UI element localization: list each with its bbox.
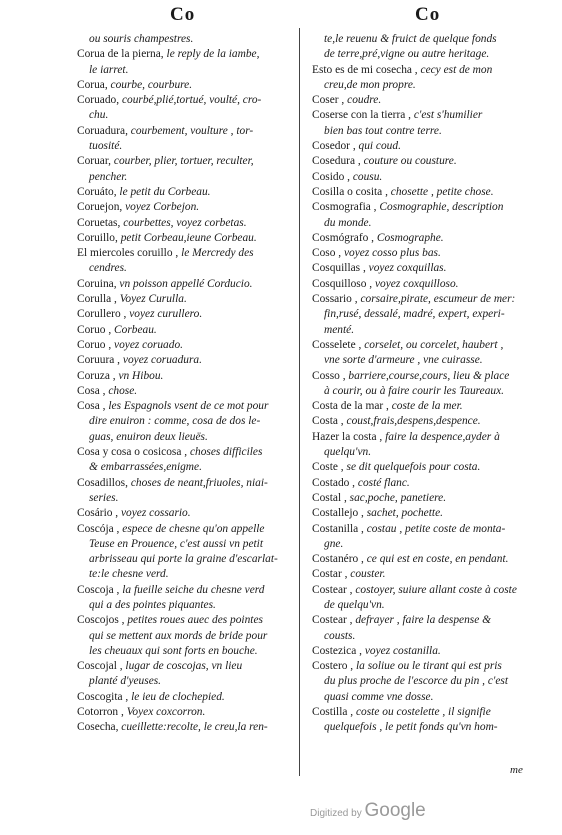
- entry-line: [77, 124, 305, 139]
- definition: menté.: [324, 323, 355, 336]
- definition: qui a des pointes piquantes.: [89, 598, 216, 611]
- entry-line: [312, 445, 544, 460]
- definition: vn Hibou.: [118, 369, 164, 382]
- entry-line: [77, 567, 305, 582]
- entry-line: [77, 384, 305, 399]
- definition: qui coud.: [358, 140, 401, 153]
- definition: cecy est de mon: [420, 63, 493, 76]
- definition: voyez coruado.: [114, 338, 183, 351]
- entry-line: [312, 690, 544, 705]
- definition: coste de la mer.: [391, 400, 463, 413]
- entry-line: [77, 369, 305, 384]
- definition: coste ou costelette , il signifie: [356, 706, 491, 719]
- definition: à courir, ou à faire courir les Taureaux.: [324, 384, 505, 397]
- definition: courbement, voulture , tor-: [130, 124, 254, 137]
- entry-line: [77, 476, 305, 491]
- entry-line: [312, 522, 544, 537]
- headword: Corullero ,: [77, 308, 127, 321]
- entry-line: [77, 216, 305, 231]
- headword: Cosa y cosa o cosicosa ,: [77, 446, 188, 459]
- entry-line: [312, 124, 544, 139]
- headword: Corua,: [77, 78, 108, 91]
- headword: Coruo ,: [77, 323, 112, 336]
- definition: cousts.: [324, 629, 356, 642]
- entry-line: [312, 369, 544, 384]
- entry-line: [77, 552, 305, 567]
- headword: Coruo ,: [77, 338, 112, 351]
- definition: voyez costanilla.: [364, 644, 441, 657]
- definition: barriere,course,cours, lieu & place: [348, 369, 510, 382]
- entry-line: [77, 399, 305, 414]
- entry-line: [312, 552, 544, 567]
- headword: Coruejon,: [77, 201, 123, 214]
- headword: Coscogita ,: [77, 690, 129, 703]
- entry-line: [312, 384, 544, 399]
- entry-line: [312, 338, 544, 353]
- definition: chose.: [108, 384, 138, 397]
- definition: costau , petite coste de monta-: [366, 522, 506, 535]
- entry-line: [312, 629, 544, 644]
- definition: faire la despence,ayder à: [385, 430, 500, 443]
- definition: courbettes, voyez corbetas.: [123, 216, 247, 229]
- headword: El miercoles coruillo ,: [77, 247, 179, 260]
- entry-line: [77, 323, 305, 338]
- google-logo: Google: [364, 800, 426, 821]
- entry-line: [312, 460, 544, 475]
- definition: le iarret.: [89, 63, 129, 76]
- entry-line: [77, 338, 305, 353]
- headword: Coruza ,: [77, 369, 116, 382]
- entry-line: [77, 506, 305, 521]
- headword: Coruetas,: [77, 216, 121, 229]
- definition: Voyez Curulla.: [119, 293, 187, 306]
- definition: Corbeau.: [114, 323, 157, 336]
- entry-line: [77, 63, 305, 78]
- entry-line: [312, 246, 544, 261]
- definition: corsaire,pirate, escumeur de mer:: [360, 293, 516, 306]
- definition: du plus proche de l'escorce du pin , c'est: [324, 675, 509, 688]
- definition: voyez curullero.: [129, 308, 203, 321]
- headword: Coruado,: [77, 94, 120, 107]
- headword: Costezica ,: [312, 644, 362, 657]
- right-column: [312, 32, 544, 736]
- entry-line: [77, 598, 305, 613]
- definition: c'est s'humilier: [413, 109, 483, 122]
- entry-line: [312, 720, 544, 735]
- catchword: me: [510, 764, 523, 776]
- definition: voyez cosso plus bas.: [343, 247, 441, 260]
- definition: de terre,pré,vigne ou autre heritage.: [324, 48, 490, 61]
- headword: Costanilla ,: [312, 522, 364, 535]
- entry-line: [77, 108, 305, 123]
- definition: la soliue ou le tirant qui est pris: [356, 660, 502, 673]
- entry-line: [312, 323, 544, 338]
- headword: Cosedura ,: [312, 155, 361, 168]
- definition: couture ou cousture.: [363, 155, 457, 168]
- headword: Hazer la costa ,: [312, 430, 383, 443]
- definition: choses difficiles: [189, 446, 263, 459]
- definition: defrayer , faire la despense &: [355, 614, 491, 627]
- entry-line: [77, 307, 305, 322]
- definition: cendres.: [89, 262, 127, 275]
- entry-line: [77, 414, 305, 429]
- entry-line: [77, 613, 305, 628]
- entry-line: [77, 460, 305, 475]
- headword: Cosecha,: [77, 721, 119, 734]
- entry-line: [312, 476, 544, 491]
- entry-line: [312, 154, 544, 169]
- definition: tuosité.: [89, 140, 123, 153]
- definition: courbe, courbure.: [110, 78, 193, 91]
- definition: les cheuaux qui sont forts en bouche.: [89, 644, 258, 657]
- entry-line: [312, 491, 544, 506]
- definition: coudre.: [347, 94, 382, 107]
- headword: Cosido ,: [312, 170, 350, 183]
- entry-line: [312, 399, 544, 414]
- definition: lugar de coscojas, vn lieu: [125, 660, 243, 673]
- headword: Coste ,: [312, 461, 344, 474]
- entry-line: [312, 231, 544, 246]
- definition: chosette , petite chose.: [390, 185, 494, 198]
- definition: & embarrassées,enigme.: [89, 461, 202, 474]
- entry-line: [77, 185, 305, 200]
- definition: cueillette:recolte, le creu,la ren-: [121, 721, 268, 734]
- definition: la fueille seiche du chesne verd: [122, 583, 265, 596]
- entry-line: [77, 491, 305, 506]
- headword: Costa de la mar ,: [312, 400, 389, 413]
- headword: Cosário ,: [77, 507, 119, 520]
- entry-line: [77, 720, 305, 735]
- headword: Coruar,: [77, 155, 112, 168]
- definition: espece de chesne qu'on appelle: [122, 522, 265, 535]
- definition: voyez coruadura.: [122, 354, 202, 367]
- definition: Cosmographie, description: [379, 201, 504, 214]
- definition: arbrisseau qui porte la graine d'escarlat-: [89, 553, 278, 566]
- watermark-prefix: Digitized by: [310, 808, 362, 819]
- entry-line: [312, 506, 544, 521]
- entry-line: [77, 261, 305, 276]
- entry-line: [77, 537, 305, 552]
- definition: les Espagnols vsent de ce mot pour: [108, 400, 269, 413]
- headword: Costero ,: [312, 660, 354, 673]
- entry-line: [77, 690, 305, 705]
- headword: Cosadillos,: [77, 476, 128, 489]
- headword: Cossario ,: [312, 293, 358, 306]
- headword: Coser ,: [312, 94, 345, 107]
- definition: te:le chesne verd.: [89, 568, 169, 581]
- definition: de quelqu'vn.: [324, 598, 385, 611]
- definition: gne.: [324, 537, 344, 550]
- entry-line: [77, 246, 305, 261]
- headword: Coserse con la tierra ,: [312, 109, 411, 122]
- entry-line: [77, 705, 305, 720]
- page-header-left: Co: [170, 4, 196, 25]
- headword: Costal ,: [312, 491, 347, 504]
- entry-line: [77, 522, 305, 537]
- entry-line: [312, 567, 544, 582]
- headword: Cosilla o cosita ,: [312, 185, 388, 198]
- headword: Cosedor ,: [312, 140, 356, 153]
- headword: Corua de la pierna,: [77, 48, 164, 61]
- entry-line: [312, 78, 544, 93]
- page-header-right: Co: [415, 4, 441, 25]
- definition: voyez Corbejon.: [125, 201, 200, 214]
- headword: Corulla ,: [77, 293, 117, 306]
- entry-line: [312, 414, 544, 429]
- headword: Coruura ,: [77, 354, 121, 367]
- headword: Costilla ,: [312, 706, 354, 719]
- definition: couster.: [350, 568, 386, 581]
- entry-line: [77, 292, 305, 307]
- headword: Costallejo ,: [312, 507, 364, 520]
- entry-line: [312, 674, 544, 689]
- headword: Cosquilloso ,: [312, 277, 373, 290]
- definition: ce qui est en coste, en pendant.: [366, 553, 509, 566]
- entry-line: [77, 154, 305, 169]
- entry-line: [312, 583, 544, 598]
- entry-line: [77, 277, 305, 292]
- headword: Cotorron ,: [77, 706, 124, 719]
- headword: Cosmógrafo ,: [312, 231, 375, 244]
- entry-line: [77, 659, 305, 674]
- headword: Esto es de mi cosecha ,: [312, 63, 418, 76]
- entry-line: [312, 598, 544, 613]
- entry-line: [77, 644, 305, 659]
- entry-line: [312, 139, 544, 154]
- entry-line: [312, 613, 544, 628]
- headword: Cosa ,: [77, 384, 106, 397]
- definition: voyez cossario.: [121, 507, 191, 520]
- headword: Cosa ,: [77, 400, 106, 413]
- headword: Cosso ,: [312, 369, 346, 382]
- definition: guas, enuiron deux lieuës.: [89, 430, 208, 443]
- entry-line: [312, 307, 544, 322]
- entry-line: [312, 644, 544, 659]
- definition: quelqu'vn.: [324, 446, 372, 459]
- definition: choses de neant,friuoles, niai-: [130, 476, 268, 489]
- entry-line: [77, 200, 305, 215]
- definition: vne sorte d'armeure , vne cuirasse.: [324, 354, 483, 367]
- definition: sachet, pochette.: [366, 507, 443, 520]
- entry-line: [312, 705, 544, 720]
- definition: le reply de la iambe,: [166, 48, 260, 61]
- entry-line: [77, 32, 305, 47]
- headword: Costado ,: [312, 476, 356, 489]
- entry-line: [312, 277, 544, 292]
- definition: se dit quelquefois pour costa.: [346, 461, 481, 474]
- definition: series.: [89, 491, 119, 504]
- definition: petites roues auec des pointes: [127, 614, 263, 627]
- headword: Costanéro ,: [312, 553, 364, 566]
- entry-line: [312, 292, 544, 307]
- headword: Costa ,: [312, 415, 344, 428]
- definition: dire enuiron : comme, cosa de dos le-: [89, 415, 261, 428]
- definition: chu.: [89, 109, 109, 122]
- entry-line: [77, 674, 305, 689]
- entry-line: [312, 659, 544, 674]
- entry-line: [312, 261, 544, 276]
- entry-line: [77, 353, 305, 368]
- headword: Coscója ,: [77, 522, 120, 535]
- definition: voyez coxquillas.: [368, 262, 447, 275]
- entry-line: [77, 583, 305, 598]
- headword: Cosmografia ,: [312, 201, 377, 214]
- headword: Cosselete ,: [312, 338, 362, 351]
- definition: te,le reuenu & fruict de quelque fonds: [324, 33, 497, 45]
- definition: corselet, ou corcelet, haubert ,: [364, 338, 504, 351]
- column-divider: [299, 28, 300, 776]
- definition: courbé,plié,tortué, voulté, cro-: [121, 94, 262, 107]
- headword: Coscojos ,: [77, 614, 125, 627]
- definition: le ieu de clochepied.: [131, 690, 225, 703]
- headword: Coruina,: [77, 277, 117, 290]
- definition: Cosmographe.: [376, 231, 444, 244]
- entry-line: [77, 445, 305, 460]
- definition: petit Corbeau,ieune Corbeau.: [120, 231, 257, 244]
- entry-line: [312, 353, 544, 368]
- definition: planté d'yeuses.: [89, 675, 162, 688]
- left-column: [77, 32, 305, 736]
- headword: Costar ,: [312, 568, 348, 581]
- definition: le Mercredy des: [181, 247, 254, 260]
- definition: qui se mettent aux mords de bride pour: [89, 629, 268, 642]
- definition: courber, plier, tortuer, reculter,: [113, 155, 254, 168]
- definition: le petit du Corbeau.: [119, 185, 211, 198]
- entry-line: [312, 93, 544, 108]
- entry-line: [312, 170, 544, 185]
- definition: Voyex coxcorron.: [126, 706, 206, 719]
- entry-line: [77, 78, 305, 93]
- entry-line: [312, 537, 544, 552]
- definition: creu,de mon propre.: [324, 78, 416, 91]
- entry-line: [312, 216, 544, 231]
- entry-line: [312, 108, 544, 123]
- definition: vn poisson appellé Corducio.: [119, 277, 253, 290]
- definition: quasi comme vne dosse.: [324, 690, 434, 703]
- entry-line: [312, 185, 544, 200]
- entry-line: [312, 430, 544, 445]
- definition: bien bas tout contre terre.: [324, 124, 442, 137]
- headword: Costear ,: [312, 614, 353, 627]
- entry-line: [312, 47, 544, 62]
- headword: Coruillo,: [77, 231, 118, 244]
- entry-line: [77, 430, 305, 445]
- definition: costoyer, suiure allant coste à coste: [355, 583, 517, 596]
- definition: voyez coxquilloso.: [375, 277, 459, 290]
- headword: Coso ,: [312, 247, 342, 260]
- definition: ou souris champestres.: [89, 33, 194, 45]
- headword: Coscojal ,: [77, 660, 123, 673]
- headword: Coruadura,: [77, 124, 128, 137]
- digitized-watermark: [310, 800, 426, 822]
- headword: Cosquillas ,: [312, 262, 366, 275]
- definition: cousu.: [352, 170, 383, 183]
- definition: Teuse en Prouence, c'est aussi vn petit: [89, 537, 263, 550]
- headword: Coruáto,: [77, 185, 117, 198]
- entry-line: [77, 47, 305, 62]
- entry-line: [312, 63, 544, 78]
- entry-line: [77, 93, 305, 108]
- entry-line: [77, 139, 305, 154]
- definition: coust,frais,despens,despence.: [346, 415, 481, 428]
- entry-line: [312, 200, 544, 215]
- headword: Coscoja ,: [77, 583, 120, 596]
- definition: du monde.: [324, 216, 372, 229]
- entry-line: [77, 231, 305, 246]
- headword: Costear ,: [312, 583, 353, 596]
- entry-line: [77, 170, 305, 185]
- entry-line: [77, 629, 305, 644]
- definition: quelquefois , le petit fonds qu'vn hom-: [324, 721, 498, 734]
- entry-line: [312, 32, 544, 47]
- definition: sac,poche, panetiere.: [349, 491, 447, 504]
- definition: fin,rusé, dessalé, madré, expert, experi-: [324, 308, 505, 321]
- definition: pencher.: [89, 170, 128, 183]
- definition: costé flanc.: [357, 476, 410, 489]
